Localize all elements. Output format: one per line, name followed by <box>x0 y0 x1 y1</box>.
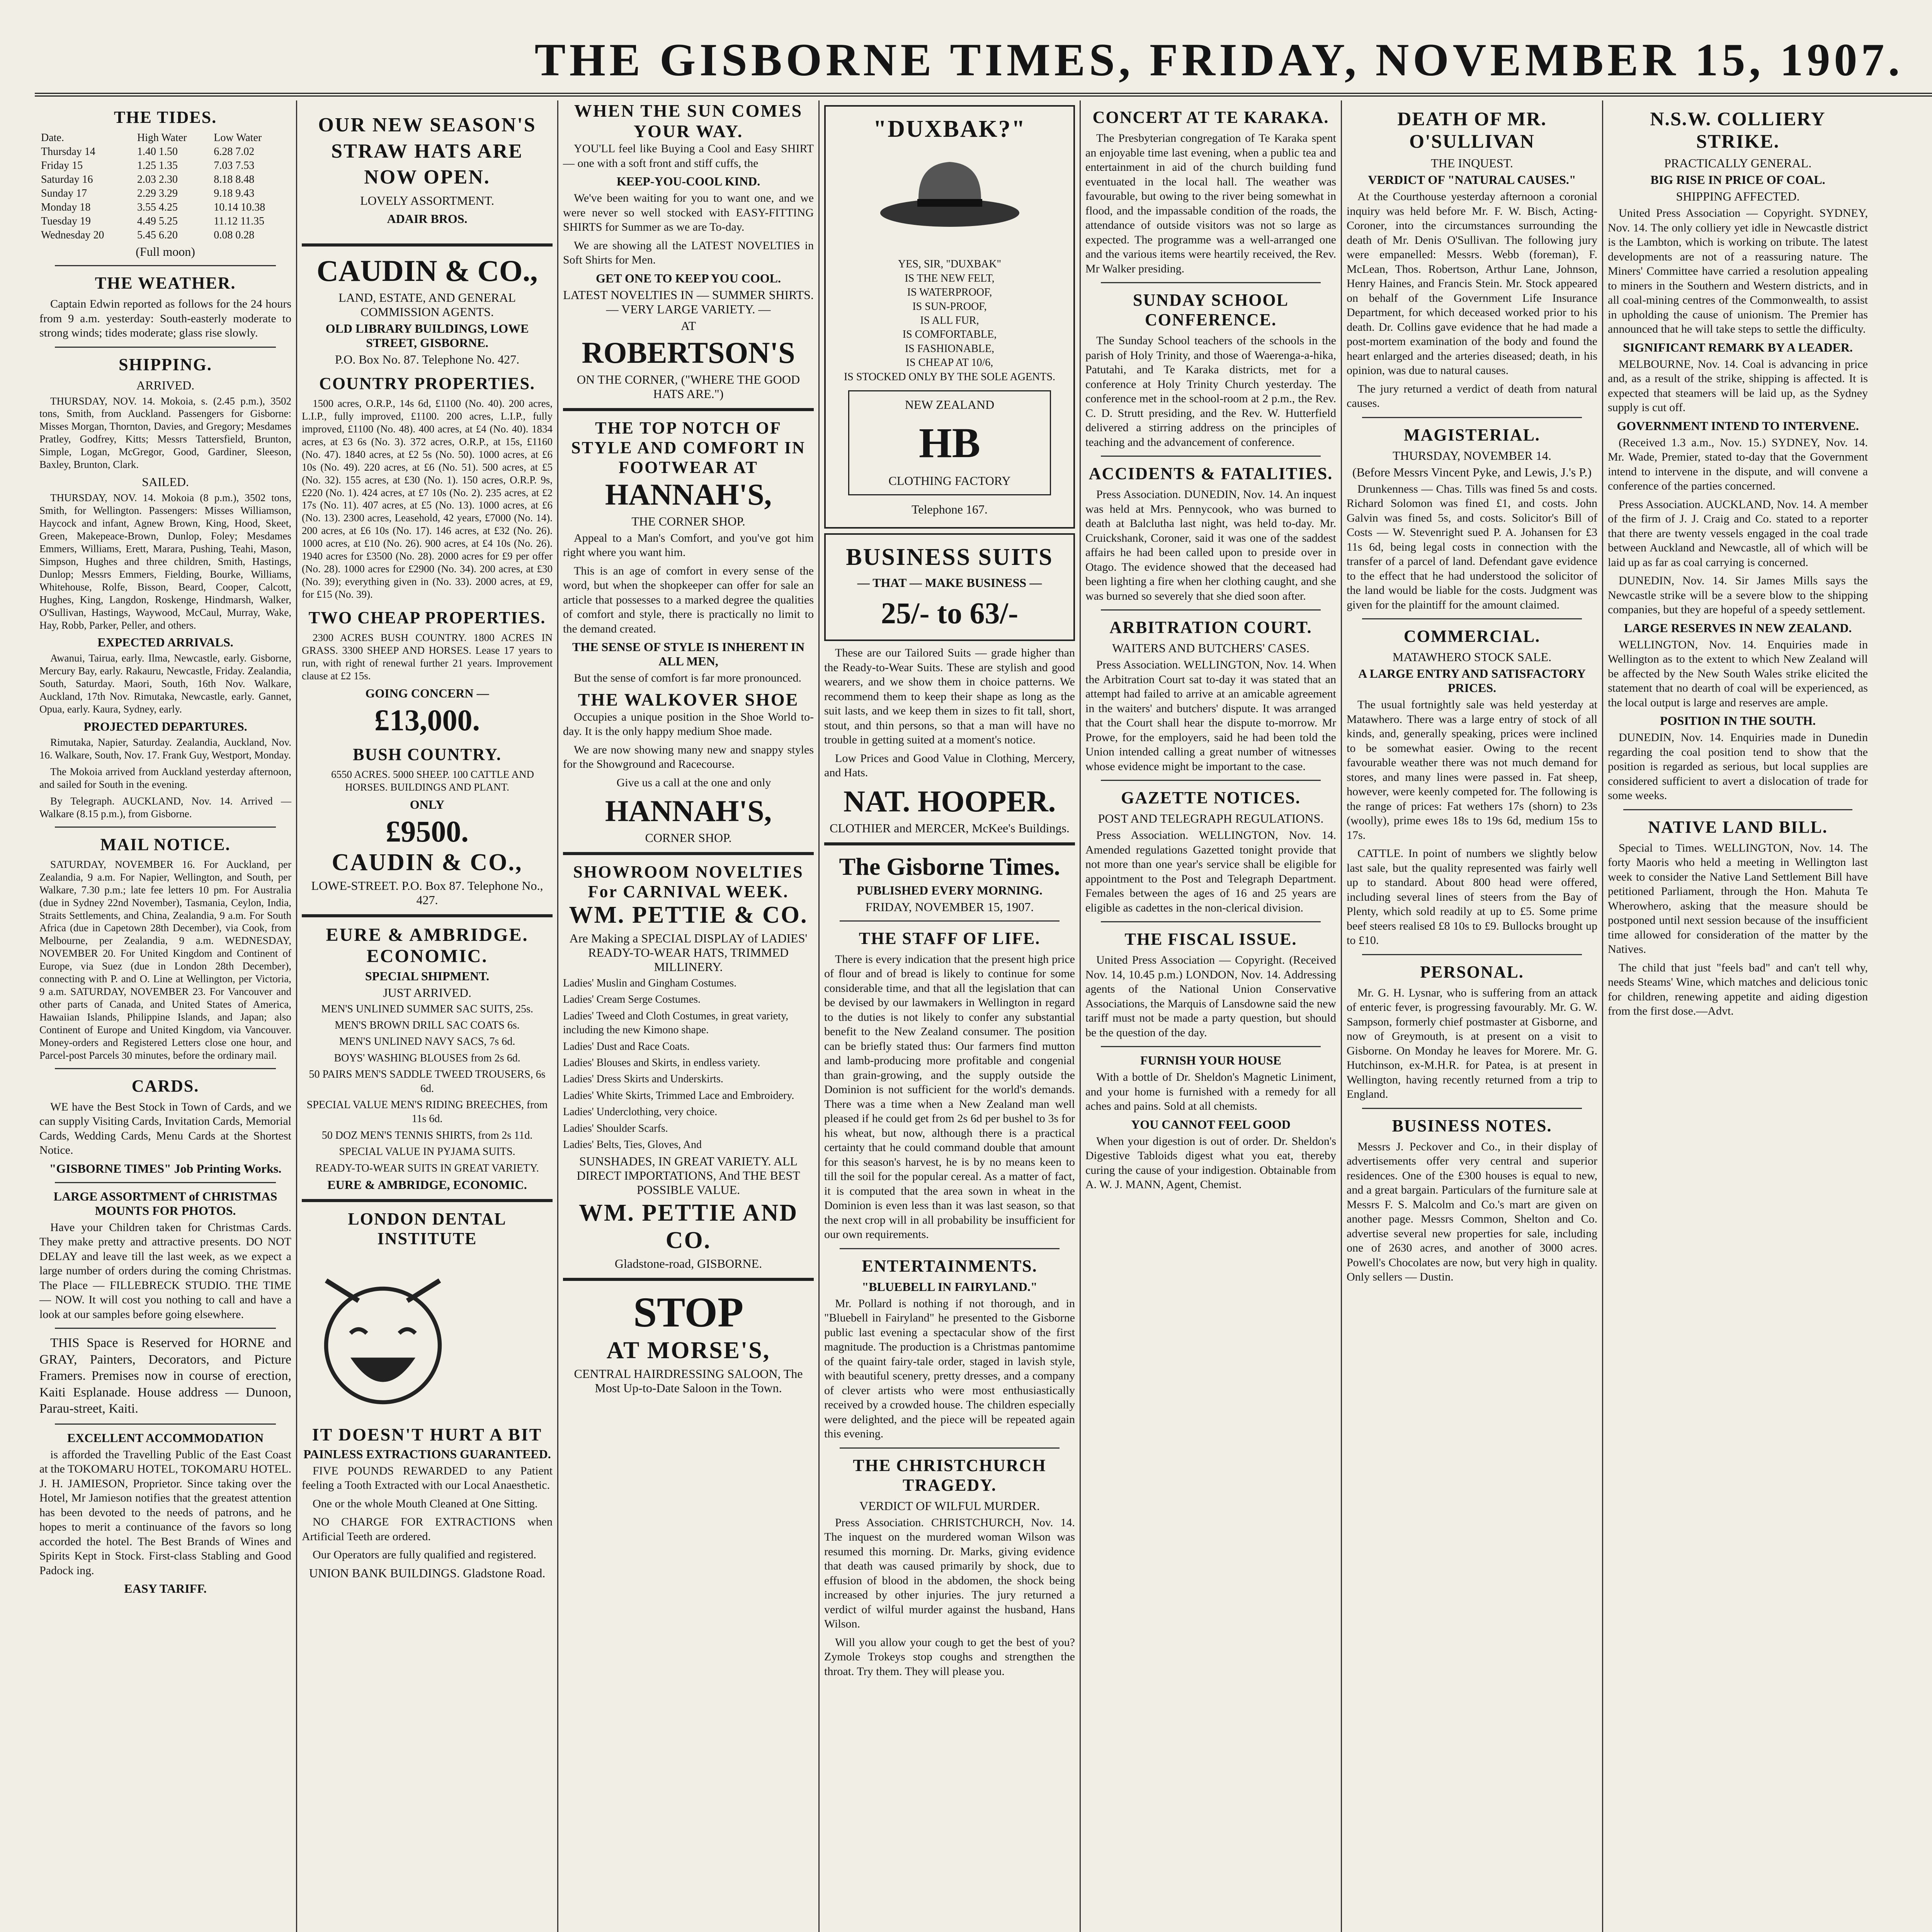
melbourne-text: MELBOURNE, Nov. 14. Coal is advancing in price and, as a result of the strike, shipping is affected. It is expected that steamers will be laid up, as the Sydney supply is cut off. <box>1608 357 1868 414</box>
tides-row <box>39 214 291 228</box>
tides-row <box>39 145 291 159</box>
divider <box>840 1248 1060 1249</box>
divider <box>55 347 276 348</box>
christchurch-heading: THE CHRISTCHURCH TRAGEDY. <box>853 1456 1046 1495</box>
tides-table <box>39 131 291 242</box>
staff-text: There is every indication that the present high price of flour and of bread is likely to continue for some considerable time, and that all the legislation that can be devised by our lawmakers in Wellington in regard to the duties is not likely to confer any substantial benefit to the New Zealand consumer. The position can be briefly stated thus: Our farmers find mutton and lamb-producing more profitable and congenial than grain-growing, and the supply outside the Dominion is not sufficient for the world's demands. There was a time when a New Zealand man well pleased if he could get from 2s 6d per bushel to 3s for his wheat, but now, although there is a practical certainty that he could command double that amount for this season's harvest, he is by no means keen to till the soil for the popular cereal. As a matter of fact, it is computed that the area sown in wheat in the Dominion is even less than it was last season, so that the next crop will in all probability be insufficient for our own requirements. <box>824 952 1075 1241</box>
list-item: Ladies' Shoulder Scarfs. <box>563 1122 668 1134</box>
column-1 <box>35 100 296 1932</box>
divider <box>563 852 814 855</box>
business-text: These are our Tailored Suits — grade higher than the Ready-to-Wear Suits. These are stylish and good wearers, and we show them in choice patterns. We recommend them to keep their shape as long as the suit lasts, and we keep them in sizes to fit tall, short, stout, and thin persons, so that a man will have no trouble in getting suited at a moment's notice. <box>824 646 1075 747</box>
straw-hats-sub: LOVELY ASSORTMENT. <box>360 193 494 207</box>
bluebell-sub: "BLUEBELL IN FAIRYLAND." <box>862 1279 1037 1294</box>
stop-heading: STOP <box>633 1289 744 1336</box>
tides-row <box>39 201 291 214</box>
list-item: Ladies' Underclothing, very choice. <box>563 1106 718 1118</box>
divider <box>1362 954 1582 955</box>
adair-bros: ADAIR BROS. <box>387 212 468 226</box>
list-item: MEN'S UNLINED NAVY SACS, 7s 6d. <box>339 1036 515 1048</box>
hannah-heading: HANNAH'S, <box>605 477 772 511</box>
pettie2-heading: WM. PETTIE AND CO. <box>578 1200 798 1254</box>
karaka-text: The Presbyterian congregation of Te Karaka spent an enjoyable time last evening, when a public tea and entertainment in aid of the church building fund eventuated in the local hall. The weather was favourable, but owing to the river being somewhat in flood, and the impassable condition of the roads, the attendance of outside visitors was not so large as expected. The programme was a well-arranged one and the various items were heartily received, the Rev. Mr Walker presiding. <box>1085 132 1336 275</box>
tides-col-date: Date. <box>41 132 64 144</box>
list-item: IS STOCKED ONLY BY THE SOLE AGENTS. <box>844 371 1056 383</box>
death-text: At the Courthouse yesterday afternoon a coronial inquiry was held before Mr. F. W. Bisch, Acting-Coroner, into the circumstances surrounding the death of Mr. Denis O'Sullivan. The following jury were empanelled: Messrs. Webb (foreman), F. McLean, Thos. Robertson, Arthur Lane, Johnson, Henry Haines, and Francis Stein. Mr. Stock appeared on behalf of the Government Life Insurance Department, for which deceased worked prior to his death. Dr. Collins gave evidence that he had made a post-mortem examination of the body and found the heart enlarged and the arteries diseased; death, in his opinion, was due to natural causes. <box>1347 190 1597 377</box>
cards-heading: CARDS. <box>131 1076 199 1095</box>
caudin-contact: P.O. Box No. 87. Telephone No. 427. <box>335 352 520 366</box>
personal-text: Mr. G. H. Lysnar, who is suffering from an attack of enteric fever, is progressing favourably. Mr. G. W. Sampson, formerly chief postmaster at Gisborne, and now of Greymouth, is at present on a visit to Gisborne. On Monday he leaves for Morere. Mr. G. Hutchinson, ex-M.H.R. for Patea, is at present in Wellington, having recently returned from a trip to England. <box>1347 986 1597 1100</box>
duxbak-ad <box>824 105 1075 529</box>
projected-text: Rimutaka, Napier, Saturday. Zealandia, Auckland, Nov. 16. Walkare, South, Nov. 17. Frank Guy, Westport, Monday. <box>39 736 291 761</box>
arrived-heading: ARRIVED. <box>136 378 195 392</box>
hb-logo-box <box>848 390 1051 495</box>
column-5 <box>1080 100 1341 1932</box>
pettie-heading: WM. PETTIE & CO. <box>569 902 808 928</box>
photos-text: Have your Children taken for Christmas Cards. They make pretty and attractive presents. DO NOT DELAY and leave till the last week, as we expect a large number of orders during the coming Christmas. The Place — FILLEBRECK STUDIO. THE TIME — NOW. It will cost you nothing to call and have a look at our samples before going elsewhere. <box>39 1221 291 1321</box>
weather-heading: THE WEATHER. <box>95 274 236 293</box>
list-item: BOYS' WASHING BLOUSES from 2s 6d. <box>334 1052 520 1064</box>
tides-row <box>39 173 291 187</box>
column-6 <box>1341 100 1602 1932</box>
tides-col-low: Low Water <box>214 132 262 144</box>
cards-text: WE have the Best Stock in Town of Cards, and we can supply Visiting Cards, Invitation Cards, Memorial Cards, Wedding Cards, Menu Cards at the Shortest Notice. <box>39 1100 291 1157</box>
column-2 <box>296 100 557 1932</box>
straw-hats-text: OUR NEW SEASON'S STRAW HATS ARE NOW OPEN. <box>318 114 536 189</box>
colliery-sub: PRACTICALLY GENERAL. <box>1664 156 1812 170</box>
commercial-lead: A LARGE ENTRY AND SATISFACTORY PRICES. <box>1358 667 1586 695</box>
cough-text: Will you allow your cough to get the best of you? Zymole Trokeys stop coughs and strengthen the throat. Try them. They will please you. <box>824 1636 1075 1678</box>
showing-text: We are now showing many new and snappy styles for the Showground and Racecourse. <box>563 743 814 770</box>
accidents-text: Press Association. DUNEDIN, Nov. 14. An inquest was held at Mrs. Pennycook, who was burned to death at Balclutha last night, was held to-day. Mr. Cruickshank, Coroner, said it was one of the saddest affairs he had been called upon to preside over in Otago. The evidence showed that the deceased had been lighting a fire when her clothing caught, and she was burned so severely that she died soon after. <box>1085 488 1336 602</box>
list-item: YES, SIR, "DUXBAK" <box>898 258 1002 270</box>
caudin-sub: LAND, ESTATE, AND GENERAL COMMISSION AGENTS. <box>338 290 516 319</box>
pettie2-address: Gladstone-road, GISBORNE. <box>614 1257 762 1271</box>
special-shipment: SPECIAL SHIPMENT. <box>365 969 490 983</box>
business-notes-heading: BUSINESS NOTES. <box>1392 1116 1552 1135</box>
entertainments-heading: ENTERTAINMENTS. <box>862 1256 1037 1276</box>
projected-heading: PROJECTED DEPARTURES. <box>83 719 247 734</box>
caudin-address: OLD LIBRARY BUILDINGS, LOWE STREET, GISBORNE. <box>325 321 529 350</box>
tides-cell: 11.12 11.35 <box>214 215 265 227</box>
list-item: 50 DOZ MEN'S TENNIS SHIRTS, from 2s 11d. <box>321 1129 533 1141</box>
cattle-text: CATTLE. In point of numbers we slightly below last sale, but the quality represented was fairly well up to standard. About 800 head were offered, including several lines of steers from the Bay of Plenty, which sold readily at up to £5. Some prime beef steers realised £8 10s to £9. Bullocks brought up to £10. <box>1347 847 1597 947</box>
personal-heading: PERSONAL. <box>1420 962 1524 981</box>
hannah2-heading: HANNAH'S, <box>605 794 772 828</box>
tides-cell: 9.18 9.43 <box>214 187 255 199</box>
give-call-text: Give us a call at the one and only <box>616 776 771 789</box>
published-line: PUBLISHED EVERY MORNING. <box>857 883 1043 897</box>
list-item: Ladies' White Skirts, Trimmed Lace and Embroidery. <box>563 1089 794 1102</box>
dental-slogan: IT DOESN'T HURT A BIT <box>312 1424 543 1444</box>
list-item: Ladies' Muslin and Gingham Costumes. <box>563 977 737 989</box>
divider <box>1101 1046 1321 1047</box>
waiting-text: We've been waiting for you to want one, and we were never so well stocked with EASY-FITTING SHIRTS for Summer as we are To-day. <box>563 192 814 233</box>
furnish-text: With a bottle of Dr. Sheldon's Magnetic Liniment, and your home is furnished with a remedy for all aches and pains. Sold at all chemists. <box>1085 1071 1336 1112</box>
low-prices-text: Low Prices and Good Value in Clothing, Mercery, and Hats. <box>824 752 1075 779</box>
colliery-sub3: SHIPPING AFFECTED. <box>1676 189 1800 203</box>
divider <box>1623 809 1852 810</box>
column-7 <box>1602 100 1872 1932</box>
mouth-text: One or the whole Mouth Cleaned at One Sitting. <box>313 1497 538 1510</box>
position-heading: POSITION IN THE SOUTH. <box>1660 714 1816 728</box>
hannah-text2: This is an age of comfort in every sense of the word, but when the shopkeeper can offer for sale an article that possesses to a marked degree the qualities of comfort and style, there is practically no limit to the demand created. <box>563 564 814 635</box>
sense-heading: THE SENSE OF STYLE IS INHERENT IN ALL MEN, <box>572 640 805 668</box>
sunday-text: The Sunday School teachers of the schools in the parish of Holy Trinity, and those of Waerenga-a-hika, Patutahi, and Te Karaka districts, met for a conference at Holy Trinity Church yesterday. The conference met in the school-room at 2 p.m., the Rev. C. D. Strutt presiding, and the Rev. W. Hutterfield delivered a stirring address on the principles of teaching and the advancement of conference. <box>1085 334 1336 449</box>
colliery-text: United Press Association — Copyright. SYDNEY, Nov. 14. The only colliery yet idle in Newcastle district is the Lambton, which is working on tribute. The latest developments are not of a reassuring nature. The Miners' Committee have carried a resolution appealing to miners in the Southern and Western districts, and in all coal-mining centres of the Commonwealth, to assist in upholding the cause of unionism. The Premier has announced that he will take steps to settle the difficulty. <box>1608 207 1868 335</box>
hotel-text: is afforded the Travelling Public of the East Coast at the TOKOMARU HOTEL, TOKOMARU HOTEL. J. H. JAMIESON, Proprietor. Since taking over the Hotel, Mr Jamieson notifies that the greatest attention has been devoted to the needs of patrons, and he hopes to merit a continuance of the favors so long accorded the hotel. The Best Brands of Wines and Spirits Kept in Stock. First-class Stabling and Good Padock ing. <box>39 1448 291 1577</box>
keep-cool: KEEP-YOU-COOL KIND. <box>616 174 760 188</box>
charge-text: NO CHARGE FOR EXTRACTIONS when Artificial Teeth are ordered. <box>302 1515 553 1543</box>
arbitration-heading: ARBITRATION COURT. <box>1109 618 1312 637</box>
masthead <box>35 27 1932 97</box>
tides-cell: Thursday 14 <box>41 146 95 158</box>
arbitration-text: Press Association. WELLINGTON, Nov. 14. When the Arbitration Court sat to-day it was stated that an attempt had failed to arrive at an amicable agreement in the waiters' and butchers' dispute. It was arranged that the Court shall hear the dispute to-morrow. Mr Prowe, for the employers, said he had been told the Union intended calling a great number of witnesses whose evidence might be important to the case. <box>1085 658 1336 773</box>
morse-heading: AT MORSE'S, <box>606 1337 770 1364</box>
at-label: AT <box>680 318 696 333</box>
issue-date: FRIDAY, NOVEMBER 15, 1907. <box>865 900 1034 914</box>
commercial-sub: MATAWHERO STOCK SALE. <box>1392 650 1552 664</box>
caudin2-heading: CAUDIN & CO., <box>332 849 523 876</box>
tides-cell: 2.03 2.30 <box>137 173 178 185</box>
shipping-heading: SHIPPING. <box>119 355 212 374</box>
staff-heading: THE STAFF OF LIFE. <box>859 929 1041 948</box>
get-one: GET ONE TO KEEP YOU COOL. <box>596 271 781 285</box>
business-sub: — THAT — MAKE BUSINESS — <box>857 576 1042 590</box>
list-item: 50 PAIRS MEN'S SADDLE TWEED TROUSERS, 6s 6d. <box>309 1068 546 1095</box>
laughing-face-illustration <box>302 1256 464 1418</box>
list-item: IS FASHIONABLE, <box>905 342 995 355</box>
caudin2-address: LOWE-STREET. P.O. Box 87. Telephone No., 427. <box>311 878 543 907</box>
tides-col-high: High Water <box>137 132 187 144</box>
divider <box>55 1423 276 1425</box>
tides-row <box>39 228 291 242</box>
auckland-text: Press Association. AUCKLAND, Nov. 14. A member of the firm of J. J. Craig and Co. stated to a reporter that there are twenty vessels engaged in the coal trade between Auckland and Newcastle, all of which will be laid up as far as coal carrying is concerned. <box>1608 498 1868 569</box>
tides-note: (Full moon) <box>136 245 195 259</box>
business-notes-text: Messrs J. Peckover and Co., in their display of advertisements offer very central and superior residences. One of the £300 houses is equal to new, and a great bargain. Particulars of the furniture sale at Messrs F. S. Malcolm and Co.'s mart are given on another page. Messrs Common, Shelton and Co. advertise several new properties for sale, including one of 2630 acres, and another of 3000 acres. Powell's Chocolates are now, but very high in quality. Only sellers — Dustin. <box>1347 1140 1597 1283</box>
masthead-title: THE GISBORNE TIMES, FRIDAY, NOVEMBER 15, 1907. <box>534 34 1904 85</box>
list-item: SPECIAL VALUE IN PYJAMA SUITS. <box>339 1146 515 1158</box>
hb-logo: HB <box>919 419 980 466</box>
duxbak-heading: "DUXBAK?" <box>873 116 1026 142</box>
child-text: The child that just "feels bad" and can't tell why, needs Steams' Wine, which matches and delicious tonic for children, renewing appetite and aiding digestion from the first dose.—Advt. <box>1608 961 1868 1017</box>
tides-cell: 1.25 1.35 <box>137 160 178 172</box>
tides-row <box>39 187 291 201</box>
union-address: UNION BANK BUILDINGS. Gladstone Road. <box>309 1566 546 1580</box>
bush-text: 6550 ACRES. 5000 SHEEP. 100 CATTLE AND HORSES. BUILDINGS AND PLANT. <box>331 768 534 793</box>
sense-text: But the sense of comfort is far more pronounced. <box>574 672 801 684</box>
hb-telephone: Telephone 167. <box>912 502 988 517</box>
tides-cell: Saturday 16 <box>41 173 93 185</box>
sailed-heading: SAILED. <box>142 475 189 489</box>
column-3 <box>557 100 818 1932</box>
space-reserved-text: THIS Space is Reserved for HORNE and GRAY, Painters, Decorators, and Picture Framers. Premises now in course of erection, Kaiti Esplanade. House address — Dunoon, Parau-street, Kaiti. <box>39 1336 291 1416</box>
expected-text: Awanui, Tairua, early. Ilma, Newcastle, early. Gisborne, Mercury Bay, early. Rakauru, Newcastle, Friday. Zealandia, South, Saturday. Maori, South, 16th Nov. Walkare, Auckland, 17th Nov. Rimutaka, Newcastle, early. Gannet, Opua, early. Kaura, Sydney, early. <box>39 652 291 715</box>
showroom-heading: SHOWROOM NOVELTIES For CARNIVAL WEEK. <box>573 862 804 901</box>
list-item: Ladies' Blouses and Skirts, in endless variety. <box>563 1056 760 1069</box>
christchurch-text: Press Association. CHRISTCHURCH, Nov. 14. The inquest on the murdered woman Wilson was resumed this morning. Dr. Marks, giving evidence that death was caused primarily by shock, due to effusion of blood in the abdomen, the shock being increased by other injuries. The jury returned a verdict of wilful murder against the husband, Hans Wilson. <box>824 1516 1075 1631</box>
column-4 <box>818 100 1080 1932</box>
furnish-heading: FURNISH YOUR HOUSE <box>1140 1053 1282 1067</box>
mokoia-text: The Mokoia arrived from Auckland yesterday afternoon, and sailed for South in the evening. <box>39 766 291 790</box>
karaka-heading: CONCERT AT TE KARAKA. <box>1092 108 1329 127</box>
tides-cell: Monday 18 <box>41 201 91 213</box>
bluebell-text: Mr. Pollard is nothing if not thorough, and in "Bluebell in Fairyland" he presented to the Gisborne public last evening a spectacular show of the first magnitude. The production is a Christmas pantomime of the quaint fairy-tale order, staged in lavish style, with beautiful scenery, pretty dresses, and a company of clever artists who were most enthusiastically received by a crowded house. The children especially were delighted, and the piece will be repeated again this evening. <box>824 1297 1075 1440</box>
divider <box>55 1182 276 1183</box>
mail-text: SATURDAY, NOVEMBER 16. For Auckland, per Zealandia, 9 a.m. For Napier, Wellington, and South, per Walkare, 7.30 p.m.; late fee letters 10 pm. For Australia (due in Sydney 22nd November), Tasmania, Ceylon, India, Straits Settlements, and China, Zealandia, 9 a.m. For South Africa (due in Capetown 28th December), via Cook, from Melbourne, per Zealandia, 9 a.m. WEDNESDAY, NOVEMBER 20. For United Kingdom and Continent of Europe, via Suez (due in London 28th December), connecting with P. and O. Line at Wellington, per Victoria, 9 a.m. SATURDAY, NOVEMBER 23. For Vancouver and other parts of Canada, and United States of America, Hawaiian Islands, Philippine Islands, and Japan; also Continent of Europe and United Kingdom, via Vancouver. Money-orders and Registered Letters close one hour, and Parcel-post Parcels 30 minutes, before the ordinary mail. <box>39 858 291 1061</box>
divider <box>840 920 1060 922</box>
reserves-text: WELLINGTON, Nov. 14. Enquiries made in Wellington as to the extent to which New Zealand will be affected by the New South Wales strike elicited the statement that no dearth of coal will be experienced, as the local output is large and reserves are ample. <box>1608 638 1868 709</box>
govt-text: (Received 1.3 a.m., Nov. 15.) SYDNEY, Nov. 14. Mr. Wade, Premier, stated to-day that the Government intend to intervene in the dispute, and will convene a conference of the parties concerned. <box>1608 436 1868 492</box>
death-verdict: VERDICT OF "NATURAL CAUSES." <box>1368 173 1576 187</box>
bush-only: ONLY <box>410 797 445 811</box>
magisterial-text: Drunkenness — Chas. Tills was fined 5s and costs. Richard Solomon was fined £1, and costs. John Galvin was fined 5s, and costs. Solicitor's Bill of Costs — W. Stevenright sued P. A. Johansen for £3 11s 6d, being legal costs in connection with the transfer of a parcel of land. Defendant gave evidence to the effect that he had understood the solicitor of the land would be liable for the costs. Judgment was given for the plaintiff for the amount claimed. <box>1347 482 1597 611</box>
hb-sub: CLOTHING FACTORY <box>888 473 1011 488</box>
list-item: Ladies' Cream Serge Costumes. <box>563 993 701 1006</box>
position-text: DUNEDIN, Nov. 14. Enquiries made in Dunedin regarding the coal position tend to show that the position is regarded as serious, but local supplies are considered sufficient to avert a dislocation of trade for some weeks. <box>1608 731 1868 802</box>
divider <box>1101 921 1321 922</box>
divider <box>1362 1108 1582 1109</box>
tides-cell: 2.29 3.29 <box>137 187 178 199</box>
divider <box>55 265 276 266</box>
colliery-heading: N.S.W. COLLIERY STRIKE. <box>1650 108 1826 152</box>
dental-heading: LONDON DENTAL INSTITUTE <box>348 1209 507 1248</box>
tides-cell: Sunday 17 <box>41 187 87 199</box>
hb-top: NEW ZEALAND <box>905 397 995 412</box>
telegraph-text: By Telegraph. AUCKLAND, Nov. 14. Arrived — Walkare (8.15 p.m.), from Gisborne. <box>39 795 291 820</box>
christchurch-sub: VERDICT OF WILFUL MURDER. <box>859 1498 1040 1513</box>
walkover-text: Occupies a unique position in the Shoe World to-day. It is the only happy medium Shoe made. <box>563 710 814 738</box>
accidents-heading: ACCIDENTS & FATALITIES. <box>1088 464 1333 483</box>
business-price: 25/- to 63/- <box>881 596 1019 630</box>
caudin-heading: CAUDIN & CO., <box>316 253 538 287</box>
bush-heading: BUSH COUNTRY. <box>353 745 502 764</box>
hotel-heading: EXCELLENT ACCOMMODATION <box>67 1430 264 1445</box>
sun-heading: WHEN THE SUN COMES YOUR WAY. <box>574 101 803 141</box>
divider <box>1101 609 1321 611</box>
list-item: MEN'S BROWN DRILL SAC COATS 6s. <box>335 1019 520 1031</box>
tides-cell: Wednesday 20 <box>41 229 104 241</box>
sailed-text: THURSDAY, NOV. 14. Mokoia (8 p.m.), 3502 tons, Smith, for Wellington. Passengers: Misses Williamson, Haycock and infant, Agnew Brown, King, Hood, Skeet, Green, Makepeace-Brown, Dunlop, Foley; Mesdames Emmers, Williams, Erett, Marara, Pushing, Teahi, Mason, Simpson, Hughes and three children, Smith, Hastings, Dunlop; Messrs Emmers, Fielding, Bourke, Williams, Whitehouse, Rolfe, Bisson, Beard, Cooper, Calcott, Hughes, King, Langdon, Roskenge, Hindmarsh, Walker, O'Sullivan, Hastings, Waywood, McCaul, Murray, Wake, Hay, Robb, Parker, Peller, and others. <box>39 492 291 631</box>
pettie-items <box>563 976 814 1152</box>
country-heading: COUNTRY PROPERTIES. <box>319 374 535 393</box>
eure-items <box>302 1002 553 1175</box>
cannot-feel-text: When your digestion is out of order. Dr. Sheldon's Digestive Tabloids digest what you eat, thereby curing the cause of your indigestion. Obtainable from A. W. J. MANN, Agent, Chemist. <box>1085 1134 1336 1191</box>
divider <box>302 914 553 917</box>
arrived-text: THURSDAY, NOV. 14. Mokoia, s. (2.45 p.m.), 3502 tons, Smith, from Auckland. Passengers for Gisborne: Misses Morgan, Thornton, Davies, and Gregory; Mesdames Pratley, Godfrey, Kitts; Messrs Tattersfield, Brunton, Simple, Logan, McGregor, Good, Gardiner, Sleeson, Baxley, Brunton, Clark. <box>39 395 291 471</box>
magisterial-date: THURSDAY, NOVEMBER 14. <box>1393 448 1551 463</box>
tides-header-row <box>39 131 291 145</box>
eure-tail: EURE & AMBRIDGE, ECONOMIC. <box>327 1177 527 1192</box>
business-heading: BUSINESS SUITS <box>846 544 1053 570</box>
fiscal-text: United Press Association — Copyright. (Received Nov. 14, 10.45 p.m.) LONDON, Nov. 14. Addressing agents of the National Union Conservative Associations, the Marquis of Lansdowne said the new tariff must not be made a party question, but should be the question of the day. <box>1085 954 1336 1039</box>
tides-cell: Friday 15 <box>41 160 83 172</box>
divider <box>1101 282 1321 283</box>
cards-tail: "GISBORNE TIMES" Job Printing Works. <box>49 1161 282 1175</box>
duxbak-lines <box>833 257 1066 384</box>
columns <box>35 100 1932 1932</box>
divider <box>1101 780 1321 781</box>
dunedin-text: DUNEDIN, Nov. 14. Sir James Mills says the Newcastle strike will be a severe blow to the shipping companies, but they are hopeful of a speedy settlement. <box>1608 574 1868 616</box>
divider <box>55 1328 276 1329</box>
cheap-text: 2300 ACRES BUSH COUNTRY. 1800 ACRES IN GRASS. 3300 SHEEP AND HORSES. Lease 17 years to run, with right of renewal further 21 years. Improvement clause at £2 15s. <box>302 631 553 682</box>
list-item: READY-TO-WEAR SUITS IN GREAT VARIETY. <box>315 1162 539 1174</box>
death-heading: DEATH OF MR. O'SULLIVAN <box>1397 108 1547 152</box>
list-item: Ladies' Dress Skirts and Underskirts. <box>563 1073 723 1085</box>
list-item: IS COMFORTABLE, <box>902 328 997 341</box>
death-sub: THE INQUEST. <box>1431 156 1513 170</box>
bush-price: £9500. <box>386 814 469 848</box>
hooper-sub: CLOTHIER and MERCER, McKee's Buildings. <box>830 821 1070 835</box>
list-item: Ladies' Dust and Race Coats. <box>563 1040 690 1053</box>
just-arrived: JUST ARRIVED. <box>383 985 471 1000</box>
cheap-heading: TWO CHEAP PROPERTIES. <box>308 608 546 627</box>
eure-heading: EURE & AMBRIDGE. ECONOMIC. <box>326 924 529 966</box>
latest-novelties: LATEST NOVELTIES IN — SUMMER SHIRTS. — VERY LARGE VARIETY. — <box>563 287 814 316</box>
arbitration-sub: WAITERS AND BUTCHERS' CASES. <box>1112 641 1310 655</box>
commercial-text: The usual fortnightly sale was held yesterday at Matawhero. There was a large entry of stock of all kinds, and, generally speaking, prices were inclined to be somewhat easier. Owing to the recent favourable weather there was not much demand for stores, and many lines were passed in. Fat sheep, however, were keenly competed for. The following is the range of prices: Fat wethers 17s (shorn) to 23s (woolly), prime ewes 18s to 19s 6d, medium 15s to 17s. <box>1347 698 1597 842</box>
straw-hats-ad <box>302 105 553 236</box>
divider <box>55 827 276 828</box>
divider <box>55 1068 276 1069</box>
gazette-sub: POST AND TELEGRAPH REGULATIONS. <box>1098 811 1324 825</box>
commercial-heading: COMMERCIAL. <box>1403 627 1541 646</box>
hat-illustration <box>872 153 1027 245</box>
tides-cell: 4.49 5.25 <box>137 215 178 227</box>
native-land-text: Special to Times. WELLINGTON, Nov. 14. The forty Maoris who held a meeting in Wellington last week to consider the Native Land Settlement Bill have petitioned Parliament, through the Hon. Mahuta Te Wherowhero, asking that the measure should be postponed until next session because of the insufficient time allowed for consideration of the matter by the Natives. <box>1608 841 1868 956</box>
death-tail: The jury returned a verdict of death from natural causes. <box>1347 382 1597 410</box>
tides-cell: 3.55 4.25 <box>137 201 178 213</box>
sunday-heading: SUNDAY SCHOOL CONFERENCE. <box>1133 291 1289 329</box>
robertson-corner: ON THE CORNER, ("WHERE THE GOOD HATS ARE.") <box>577 372 800 401</box>
tides-cell: 7.03 7.53 <box>214 160 255 172</box>
divider <box>1101 456 1321 457</box>
tides-cell: 1.40 1.50 <box>137 146 178 158</box>
fiscal-heading: THE FISCAL ISSUE. <box>1124 930 1297 949</box>
operators-text: Our Operators are fully qualified and registered. <box>313 1548 536 1561</box>
gazette-heading: GAZETTE NOTICES. <box>1121 788 1301 807</box>
pettie-text: Are Making a SPECIAL DISPLAY of LADIES' READY-TO-WEAR HATS, TRIMMED MILLINERY. <box>569 931 808 974</box>
colliery-sub2: BIG RISE IN PRICE OF COAL. <box>1650 173 1825 187</box>
list-item: Ladies' Belts, Ties, Gloves, And <box>563 1138 702 1151</box>
remark-heading: SIGNIFICANT REMARK BY A LEADER. <box>1623 340 1853 354</box>
hooper-heading: NAT. HOOPER. <box>843 784 1056 818</box>
walkover-heading: THE WALKOVER SHOE <box>578 689 799 709</box>
tides-cell: Tuesday 19 <box>41 215 91 227</box>
robertson-heading: ROBERTSON'S <box>582 335 795 369</box>
list-item: IS THE NEW FELT, <box>905 272 995 284</box>
gazette-text: Press Association. WELLINGTON, Nov. 14. Amended regulations Gazetted tonight provide that not more than one year's service shall be eligible for appointment to the Post and Telegraph Department. Females between the ages of 16 and 25 years are eligible as cadettes in the non-clerical division. <box>1085 829 1336 914</box>
tides-cell: 5.45 6.20 <box>137 229 178 241</box>
divider <box>1362 618 1582 619</box>
list-item: SPECIAL VALUE MEN'S RIDING BREECHES, from 11s 6d. <box>306 1099 548 1125</box>
novelties-text: We are showing all the LATEST NOVELTIES in Soft Shirts for Men. <box>563 239 814 266</box>
reserves-heading: LARGE RESERVES IN NEW ZEALAND. <box>1624 621 1852 635</box>
tides-row <box>39 159 291 173</box>
divider <box>824 842 1075 845</box>
tides-cell: 0.08 0.28 <box>214 229 255 241</box>
tides-cell: 8.18 8.48 <box>214 173 255 185</box>
hannah-text: Appeal to a Man's Comfort, and you've got him right where you want him. <box>563 531 814 559</box>
list-item: IS CHEAP AT 10/6, <box>906 357 993 369</box>
corner2: CORNER SHOP. <box>645 831 732 845</box>
photos-heading: LARGE ASSORTMENT of CHRISTMAS MOUNTS FOR PHOTOS. <box>53 1189 277 1218</box>
divider <box>563 1278 814 1281</box>
hannah-sub: THE CORNER SHOP. <box>631 514 745 528</box>
dental-sub: PAINLESS EXTRACTIONS GUARANTEED. <box>303 1447 551 1461</box>
concern-price: £13,000. <box>374 703 480 737</box>
gisborne-times-nameplate: The Gisborne Times. <box>839 852 1060 880</box>
list-item: IS ALL FUR, <box>920 314 979 327</box>
morse-sub: CENTRAL HAIRDRESSING SALOON, The Most Up-to-Date Saloon in the Town. <box>574 1367 803 1395</box>
tides-cell: 10.14 10.38 <box>214 201 265 213</box>
list-item: Ladies' Tweed and Cloth Costumes, in great variety, including the new Kimono shape. <box>563 1010 789 1036</box>
tides-cell: 6.28 7.02 <box>214 146 255 158</box>
easy-tariff: EASY TARIFF. <box>124 1582 207 1596</box>
divider <box>563 408 814 411</box>
divider <box>302 1199 553 1202</box>
govt-heading: GOVERNMENT INTEND TO INTERVENE. <box>1617 418 1859 433</box>
divider <box>302 243 553 247</box>
cannot-feel-heading: YOU CANNOT FEEL GOOD <box>1131 1117 1291 1131</box>
magisterial-heading: MAGISTERIAL. <box>1404 425 1540 444</box>
magisterial-before: (Before Messrs Vincent Pyke, and Lewis, J.'s P.) <box>1352 465 1592 479</box>
divider <box>840 1447 1060 1449</box>
list-item: IS SUN-PROOF, <box>912 300 987 313</box>
list-item: MEN'S UNLINED SUMMER SAC SUITS, 25s. <box>321 1003 533 1015</box>
business-suits-ad <box>824 533 1075 641</box>
weather-text: Captain Edwin reported as follows for the 24 hours from 9 a.m. yesterday: South-easterly moderate to strong winds; tides moderate; glass rise slowly. <box>39 298 291 339</box>
concern-label: GOING CONCERN — <box>365 686 489 700</box>
expected-heading: EXPECTED ARRIVALS. <box>97 635 233 650</box>
native-land-heading: NATIVE LAND BILL. <box>1648 817 1828 837</box>
mail-heading: MAIL NOTICE. <box>100 835 231 854</box>
list-item: IS WATERPROOF, <box>907 286 992 299</box>
divider <box>1362 417 1582 418</box>
tides-heading: THE TIDES. <box>114 108 217 127</box>
country-text: 1500 acres, O.R.P., 14s 6d, £1100 (No. 40). 200 acres, L.I.P., fully improved, £1100. 200 acres, L.I.P., fully improved, £1100 (No. 48). 400 acres, at £4 (No. 40). 1834 acres, at £3 6s (No. 3). 372 acres, O.R.P., at 15s, £1160 (No. 47). 1840 acres, at £2 5s (No. 50). 1000 acres, at £6 10s (No. 49). 220 acres, at £6 (No. 51). 500 acres, at £5 (No. 32). 155 acres, at £30 (No. 1). 150 acres, O.R.P. 9s, £220 (No. 1). 424 acres, at £7 10s (No. 2). 235 acres, at £2 17s (No. 11). 407 acres, at £5 (No. 13). 1000 acres, at £6 (No. 13). 2300 acres, Leasehold, 42 years, £7000 (No. 14). 200 acres, at £6 10s (No. 17). 146 acres, at £32 (No. 26). 1000 acres, at £10 (No. 26). 900 acres, at £4 10s (No. 26). 1940 acres for £3500 (No. 28). 2000 acres for £9 per offer (No. 28). 1000 acres for £2900 (No. 34). 200 acres, at £30 (No. 39); everything given in (No. 33). 2000 acres, at £9, for £15 (No. 39). <box>302 397 553 600</box>
sunshades-text: SUNSHADES, IN GREAT VARIETY. ALL DIRECT IMPORTATIONS, And THE BEST POSSIBLE VALUE. <box>577 1154 800 1197</box>
sun-text: YOU'LL feel like Buying a Cool and Easy SHIRT — one with a soft front and stiff cuffs, the <box>563 142 814 170</box>
top-notch: THE TOP NOTCH OF STYLE AND COMFORT IN FOOTWEAR AT <box>571 418 806 477</box>
reward-text: FIVE POUNDS REWARDED to any Patient feeling a Tooth Extracted with our Local Anaesthetic. <box>302 1464 553 1492</box>
